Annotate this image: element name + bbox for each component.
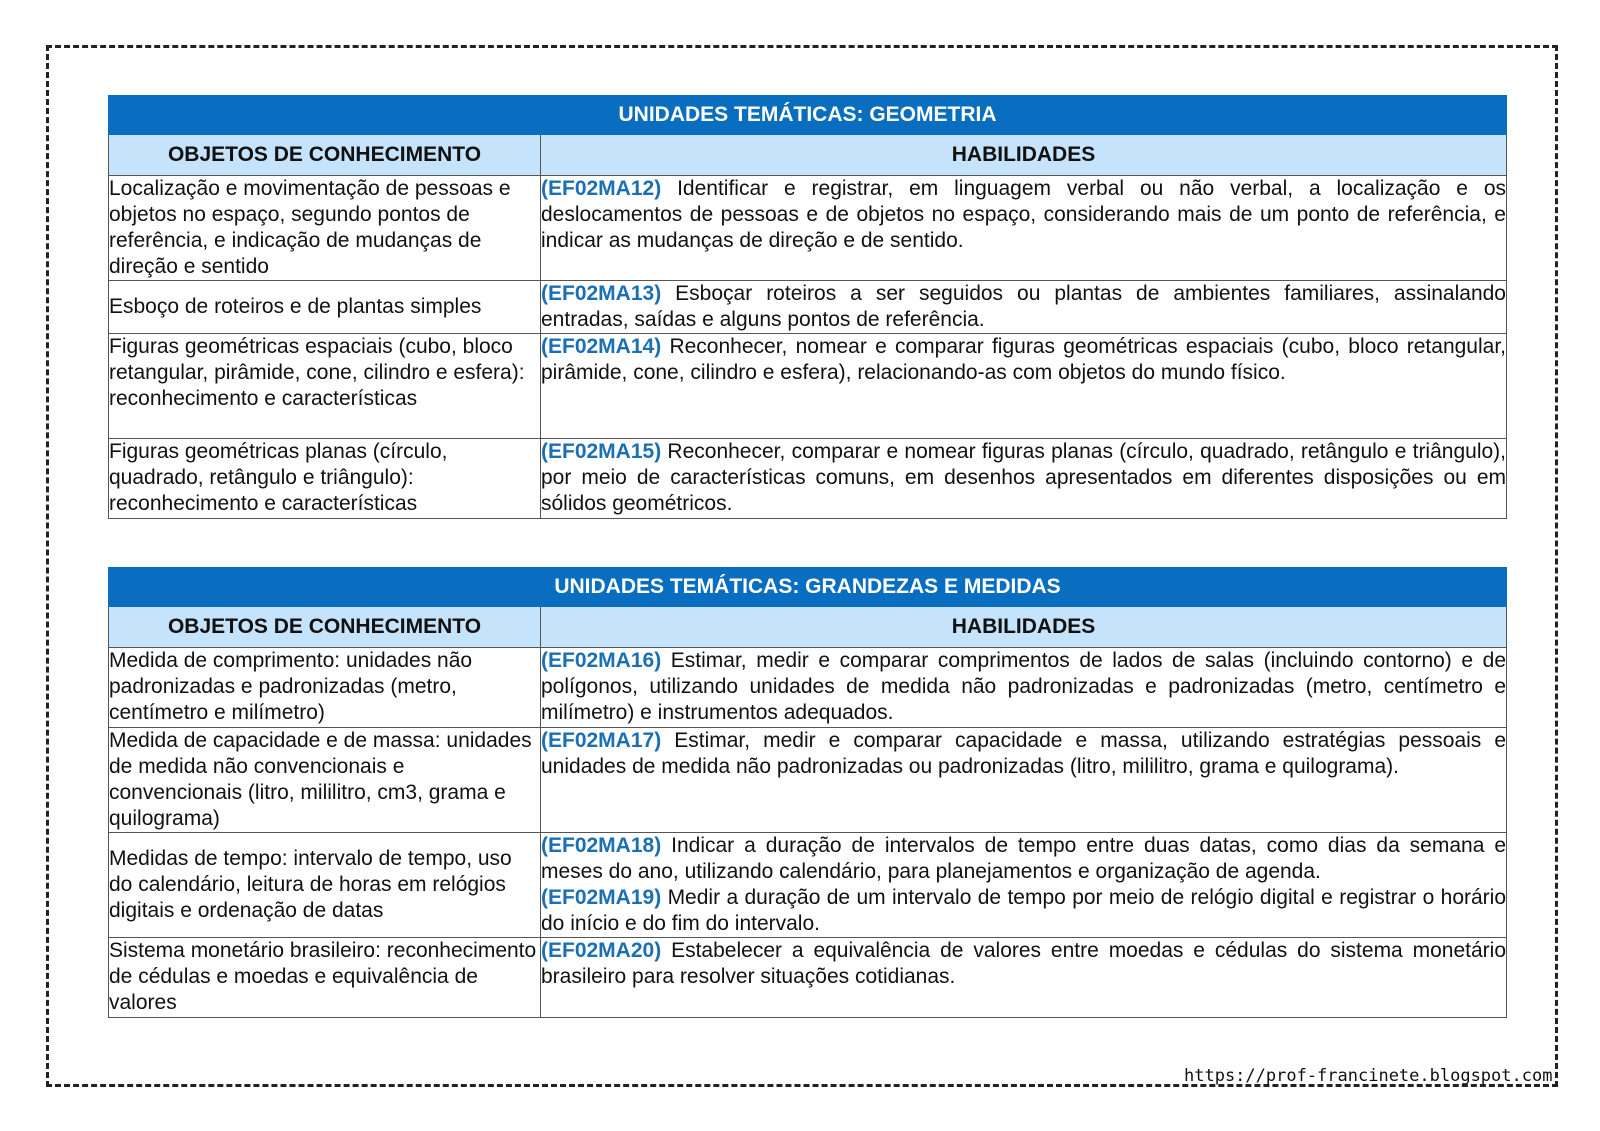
objeto-cell: Medidas de tempo: intervalo de tempo, uso do calendário, leitura de horas em relógios digitais e ordenação de datas <box>109 833 541 938</box>
skill-text: Identificar e registrar, em linguagem verbal ou não verbal, a localização e os deslocamentos de pessoas e de objetos no espaço, considerando mais de um ponto de referência, e indicar as mudanças de direção e de sentido. <box>541 177 1506 252</box>
habilidade-cell <box>541 176 1507 281</box>
habilidade-cell <box>541 439 1507 519</box>
objeto-cell: Esboço de roteiros e de plantas simples <box>109 281 541 334</box>
objeto-cell: Sistema monetário brasileiro: reconhecimento de cédulas e moedas e equivalência de valores <box>109 938 541 1018</box>
table-row <box>109 938 1507 1018</box>
habilidade-cell <box>541 938 1507 1018</box>
skill-code: (EF02MA16) <box>541 649 662 672</box>
column-header-habilidades: HABILIDADES <box>541 135 1507 176</box>
table-row <box>109 728 1507 833</box>
skill-code: (EF02MA12) <box>541 177 662 200</box>
skill-code: (EF02MA13) <box>541 282 662 305</box>
source-url: https://prof-francinete.blogspot.com <box>1184 1066 1553 1086</box>
table-title: UNIDADES TEMÁTICAS: GRANDEZAS E MEDIDAS <box>109 568 1507 607</box>
habilidade-cell <box>541 281 1507 334</box>
skill-code: (EF02MA18) <box>541 834 662 857</box>
table-row <box>109 648 1507 728</box>
table-row <box>109 833 1507 938</box>
skill-text: Reconhecer, nomear e comparar figuras geométricas espaciais (cubo, bloco retangular, pirâmide, cone, cilindro e esfera), relacionando-as com objetos do mundo físico. <box>541 335 1506 384</box>
skill-code: (EF02MA15) <box>541 440 662 463</box>
objeto-cell: Figuras geométricas espaciais (cubo, bloco retangular, pirâmide, cone, cilindro e esfera): reconhecimento e características <box>109 334 541 439</box>
habilidade-cell <box>541 334 1507 439</box>
skill-text: Indicar a duração de intervalos de tempo entre duas datas, como dias da semana e meses do ano, utilizando calendário, para planejamentos e organização de agenda. <box>541 834 1507 883</box>
objeto-cell: Medida de comprimento: unidades não padronizadas e padronizadas (metro, centímetro e milímetro) <box>109 648 541 728</box>
skill-text: Esboçar roteiros a ser seguidos ou plantas de ambientes familiares, assinalando entradas, saídas e alguns pontos de referência. <box>541 282 1506 331</box>
column-header-objetos: OBJETOS DE CONHECIMENTO <box>109 135 541 176</box>
habilidade-cell <box>541 833 1507 938</box>
table-row <box>109 176 1507 281</box>
skill-text: Reconhecer, comparar e nomear figuras planas (círculo, quadrado, retângulo e triângulo), por meio de características comuns, em desenhos apresentados em diferentes disposições ou em sólidos geométricos. <box>541 440 1506 515</box>
objeto-cell: Figuras geométricas planas (círculo, quadrado, retângulo e triângulo): reconhecimento e características <box>109 439 541 519</box>
objeto-cell: Medida de capacidade e de massa: unidades de medida não convencionais e convencionais (litro, mililitro, cm3, grama e quilograma) <box>109 728 541 833</box>
habilidade-cell <box>541 728 1507 833</box>
skill-code: (EF02MA17) <box>541 729 662 752</box>
geometria-table <box>108 95 1507 519</box>
column-header-habilidades: HABILIDADES <box>541 607 1507 648</box>
skill-text: Estimar, medir e comparar comprimentos de lados de salas (incluindo contorno) e de polígonos, utilizando unidades de medida não padronizadas e padronizadas (metro, centímetro e milímetro) e instrumentos adequados. <box>541 649 1507 724</box>
habilidade-cell <box>541 648 1507 728</box>
table-row <box>109 281 1507 334</box>
skill-code: (EF02MA14) <box>541 335 662 358</box>
skill-text: Estimar, medir e comparar capacidade e massa, utilizando estratégias pessoais e unidades de medida não padronizadas ou padronizadas (litro, mililitro, grama e quilograma). <box>541 729 1507 778</box>
skill-code: (EF02MA20) <box>541 939 662 962</box>
skill-text: Estabelecer a equivalência de valores entre moedas e cédulas do sistema monetário brasileiro para resolver situações cotidianas. <box>541 939 1507 988</box>
column-header-objetos: OBJETOS DE CONHECIMENTO <box>109 607 541 648</box>
skill-code: (EF02MA19) <box>541 886 662 909</box>
table-row <box>109 439 1507 519</box>
objeto-cell: Localização e movimentação de pessoas e objetos no espaço, segundo pontos de referência, e indicação de mudanças de direção e sentido <box>109 176 541 281</box>
table-title: UNIDADES TEMÁTICAS: GEOMETRIA <box>109 96 1507 135</box>
table-row <box>109 334 1507 439</box>
grandezas-medidas-table <box>108 567 1507 1018</box>
skill-text: Medir a duração de um intervalo de tempo por meio de relógio digital e registrar o horário do início e do fim do intervalo. <box>541 886 1507 935</box>
